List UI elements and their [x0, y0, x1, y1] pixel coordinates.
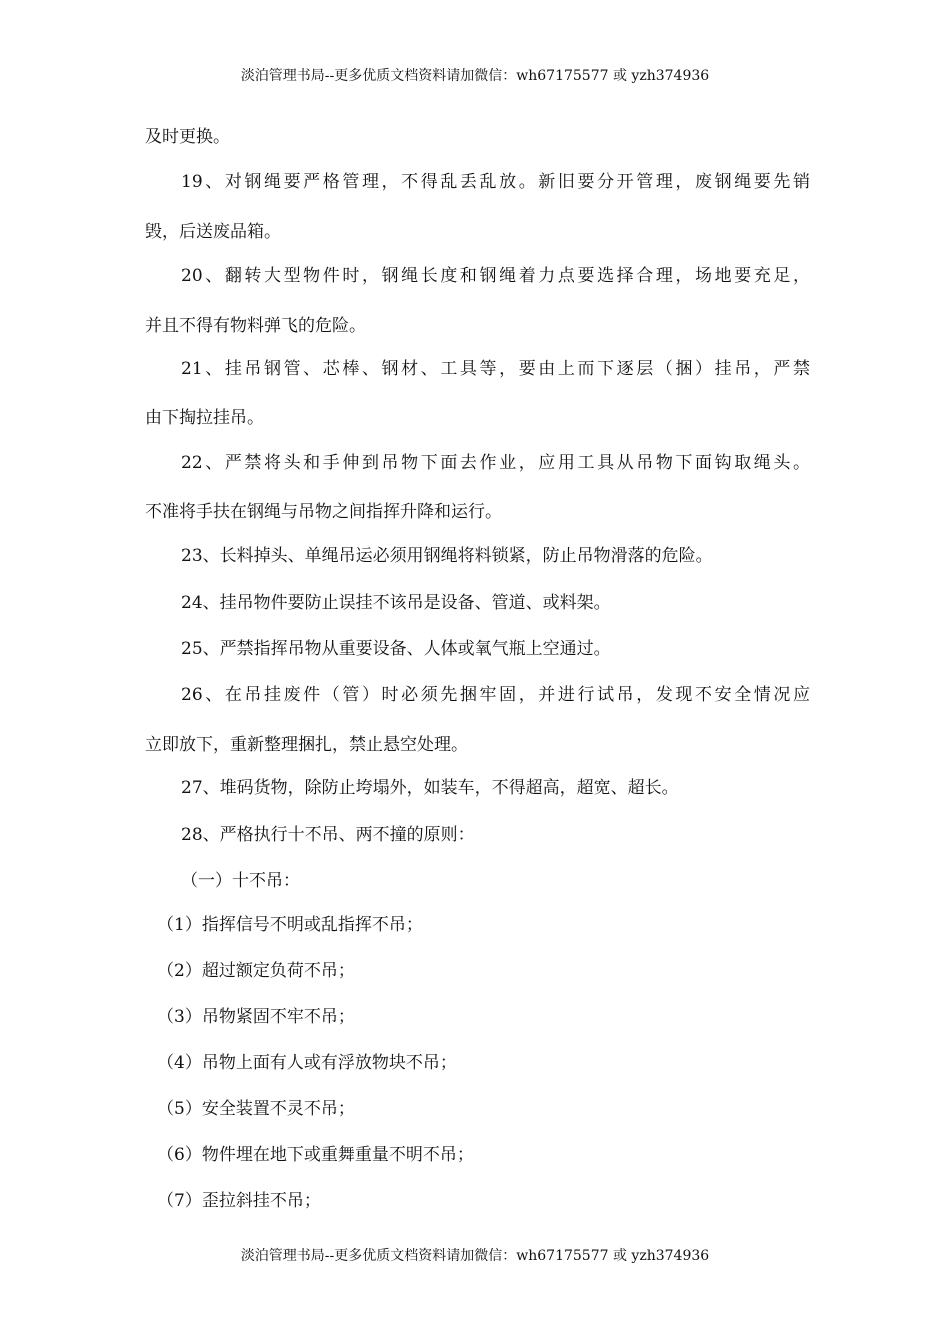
text-line: 立即放下，重新整理捆扎，禁止悬空处理。 [145, 735, 468, 755]
text-line: 26、在吊挂废件（管）时必须先捆牢固，并进行试吊，发现不安全情况应 [181, 685, 810, 705]
text-line: （3）吊物紧固不牢不吊； [157, 1007, 355, 1027]
text-line: 21、挂吊钢管、芯棒、钢材、工具等，要由上而下逐层（捆）挂吊，严禁 [181, 359, 810, 379]
text-line: 27、堆码货物，除防止垮塌外，如装车，不得超高，超宽、超长。 [181, 778, 679, 798]
text-line: （一）十不吊： [181, 871, 300, 891]
text-line: 不准将手扶在钢绳与吊物之间指挥升降和运行。 [145, 502, 502, 522]
text-line: 28、严格执行十不吊、两不撞的原则： [181, 825, 475, 845]
text-line: 25、严禁指挥吊物从重要设备、人体或氧气瓶上空通过。 [181, 639, 611, 659]
text-line: 并且不得有物料弹飞的危险。 [145, 316, 366, 336]
text-line: （4）吊物上面有人或有浮放物块不吊； [157, 1053, 457, 1073]
text-line: 24、挂吊物件要防止误挂不该吊是设备、管道、或料架。 [181, 593, 611, 613]
text-line: （6）物件埋在地下或重舞重量不明不吊； [157, 1145, 474, 1165]
text-line: （1）指挥信号不明或乱指挥不吊； [157, 915, 423, 935]
text-line: 20、翻转大型物件时，钢绳长度和钢绳着力点要选择合理，场地要充足， [181, 266, 810, 286]
text-line: 22、严禁将头和手伸到吊物下面去作业，应用工具从吊物下面钩取绳头。 [181, 453, 810, 473]
text-line: （7）歪拉斜挂不吊； [157, 1191, 321, 1211]
text-line: 由下掏拉挂吊。 [145, 408, 264, 428]
text-line: （5）安全装置不灵不吊； [157, 1099, 355, 1119]
text-line: 毁，后送废品箱。 [145, 222, 281, 242]
text-line: 及时更换。 [145, 127, 230, 147]
text-line: （2）超过额定负荷不吊； [157, 961, 355, 981]
text-line: 23、长料掉头、单绳吊运必须用钢绳将料锁紧，防止吊物滑落的危险。 [181, 546, 713, 566]
page-footer: 淡泊管理书局--更多优质文档资料请加微信：wh67175577 或 yzh374936 [240, 1248, 710, 1264]
text-line: 19、对钢绳要严格管理，不得乱丢乱放。新旧要分开管理，废钢绳要先销 [181, 172, 810, 192]
page-header: 淡泊管理书局--更多优质文档资料请加微信：wh67175577 或 yzh374936 [240, 68, 710, 84]
